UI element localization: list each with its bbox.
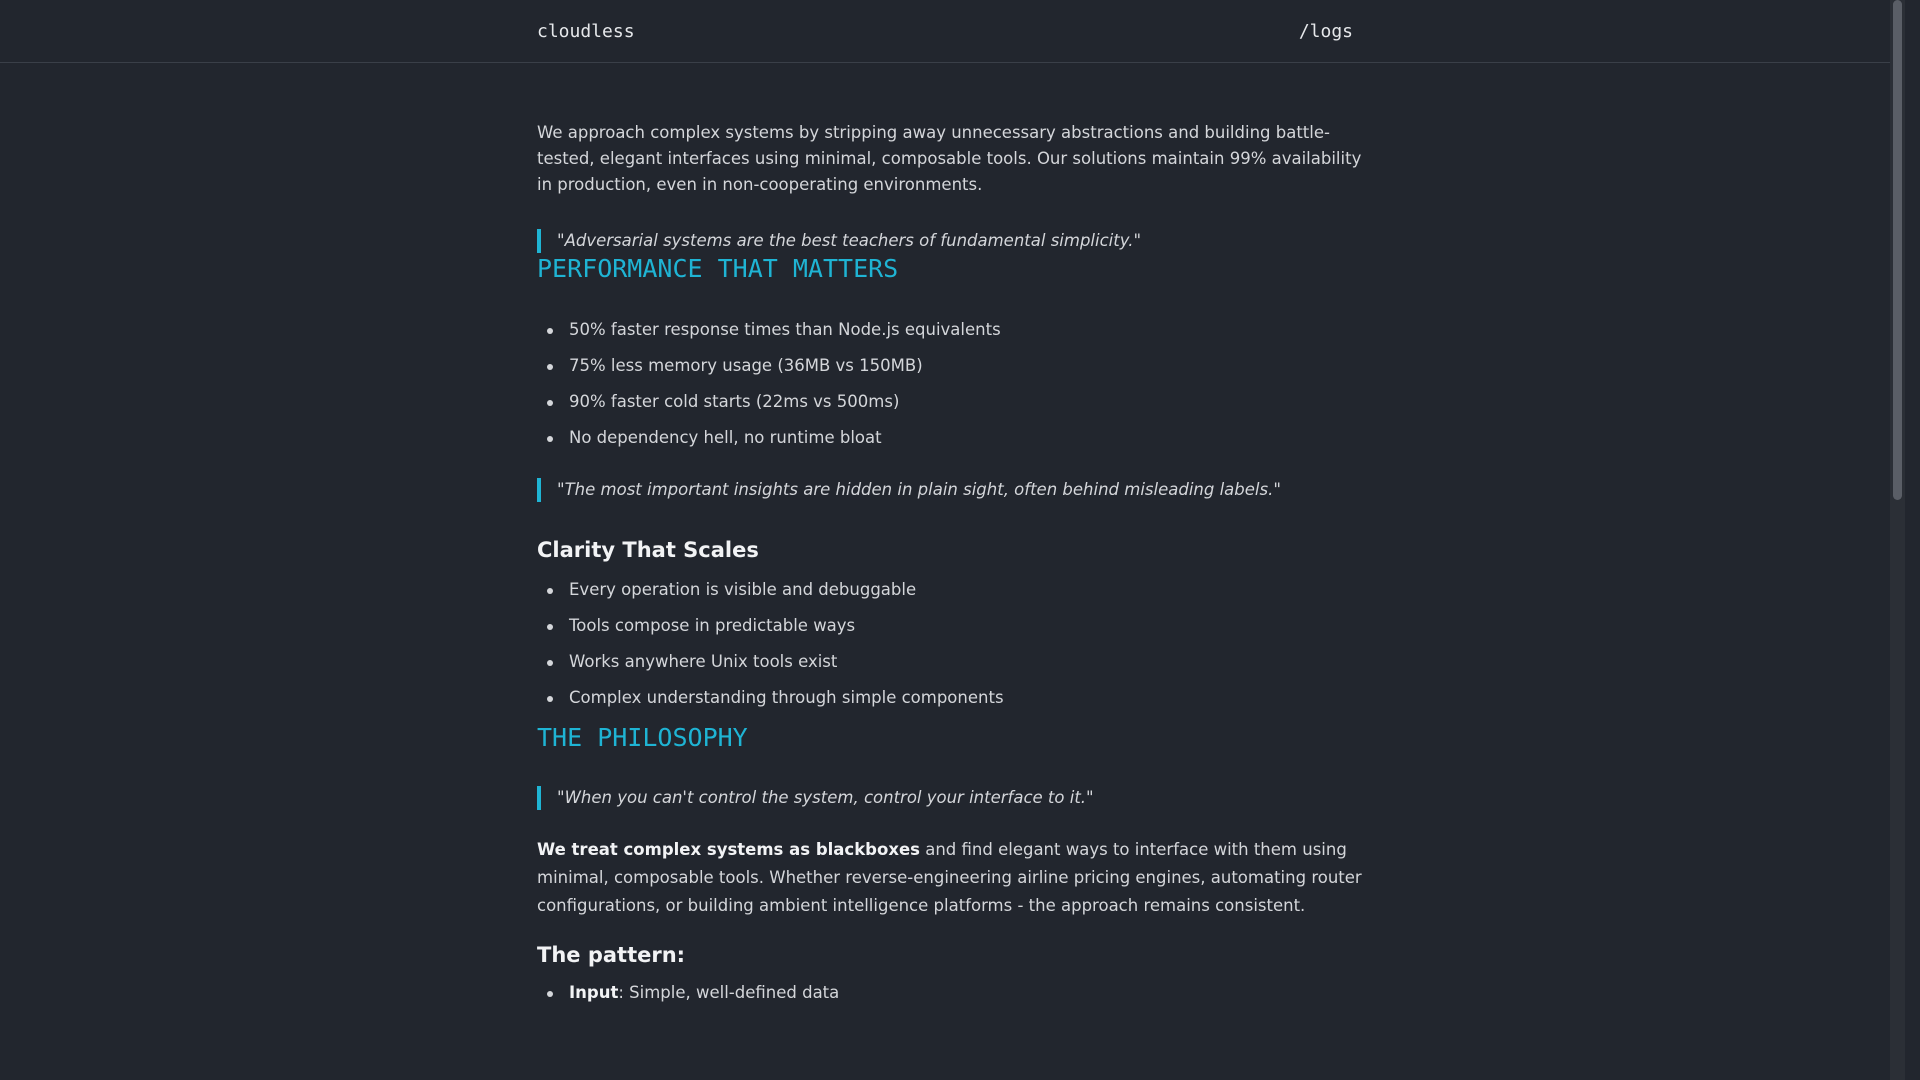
quote-text: The most important insights are hidden in plain sight, often behind misleading labels. <box>564 480 1274 499</box>
main-content <box>537 63 1377 1005</box>
quote-text: When you can't control the system, control your interface to it. <box>564 788 1087 807</box>
nav-logs-link[interactable]: /logs <box>1298 21 1353 42</box>
site-header <box>0 0 1905 63</box>
pattern-desc: : Simple, well-defined data <box>618 983 840 1002</box>
performance-list <box>537 318 1377 450</box>
list-item <box>537 981 1377 1005</box>
quote-control: "When you can't control the system, control your interface to it." <box>537 786 1377 810</box>
pattern-term: Input <box>569 983 619 1002</box>
list-item: 75% less memory usage (36MB vs 150MB) <box>537 354 1377 378</box>
list-item: Tools compose in predictable ways <box>537 614 1377 638</box>
philosophy-rest: and find elegant ways to interface with them using minimal, composable tools. Whether reverse-engineering airline pricing engines, automating router configurations, or building ambient intelligence platforms - the approach remains consistent. <box>537 840 1362 915</box>
clarity-list <box>537 578 1377 710</box>
list-item: Every operation is visible and debuggable <box>537 578 1377 602</box>
header-bar <box>537 0 1353 63</box>
quote-adversarial: "Adversarial systems are the best teachers of fundamental simplicity." <box>537 229 1377 253</box>
page-scrollbar[interactable] <box>1890 0 1905 1080</box>
pattern-heading: The pattern: <box>537 943 686 967</box>
performance-heading: PERFORMANCE THAT MATTERS <box>537 254 899 283</box>
philosophy-bold-lead: We treat complex systems as blackboxes <box>537 840 920 859</box>
list-item: No dependency hell, no runtime bloat <box>537 426 1377 450</box>
quote-insights: "The most important insights are hidden in plain sight, often behind misleading labels." <box>537 478 1377 502</box>
philosophy-paragraph <box>537 836 1377 920</box>
list-item: Complex understanding through simple components <box>537 686 1377 710</box>
intro-paragraph: We approach complex systems by stripping away unnecessary abstractions and building battle-tested, elegant interfaces using minimal, composable tools. Our solutions maintain 99% availability in production, even in non-cooperating environments. <box>537 123 1362 194</box>
quote-text: Adversarial systems are the best teachers of fundamental simplicity. <box>564 231 1134 250</box>
clarity-heading: Clarity That Scales <box>537 538 759 562</box>
pattern-list <box>537 981 1377 1005</box>
scrollbar-thumb[interactable] <box>1893 0 1902 500</box>
list-item: 90% faster cold starts (22ms vs 500ms) <box>537 390 1377 414</box>
brand-logo-link[interactable]: cloudless <box>537 21 635 42</box>
list-item: 50% faster response times than Node.js equivalents <box>537 318 1377 342</box>
philosophy-heading: THE PHILOSOPHY <box>537 723 748 752</box>
list-item: Works anywhere Unix tools exist <box>537 650 1377 674</box>
